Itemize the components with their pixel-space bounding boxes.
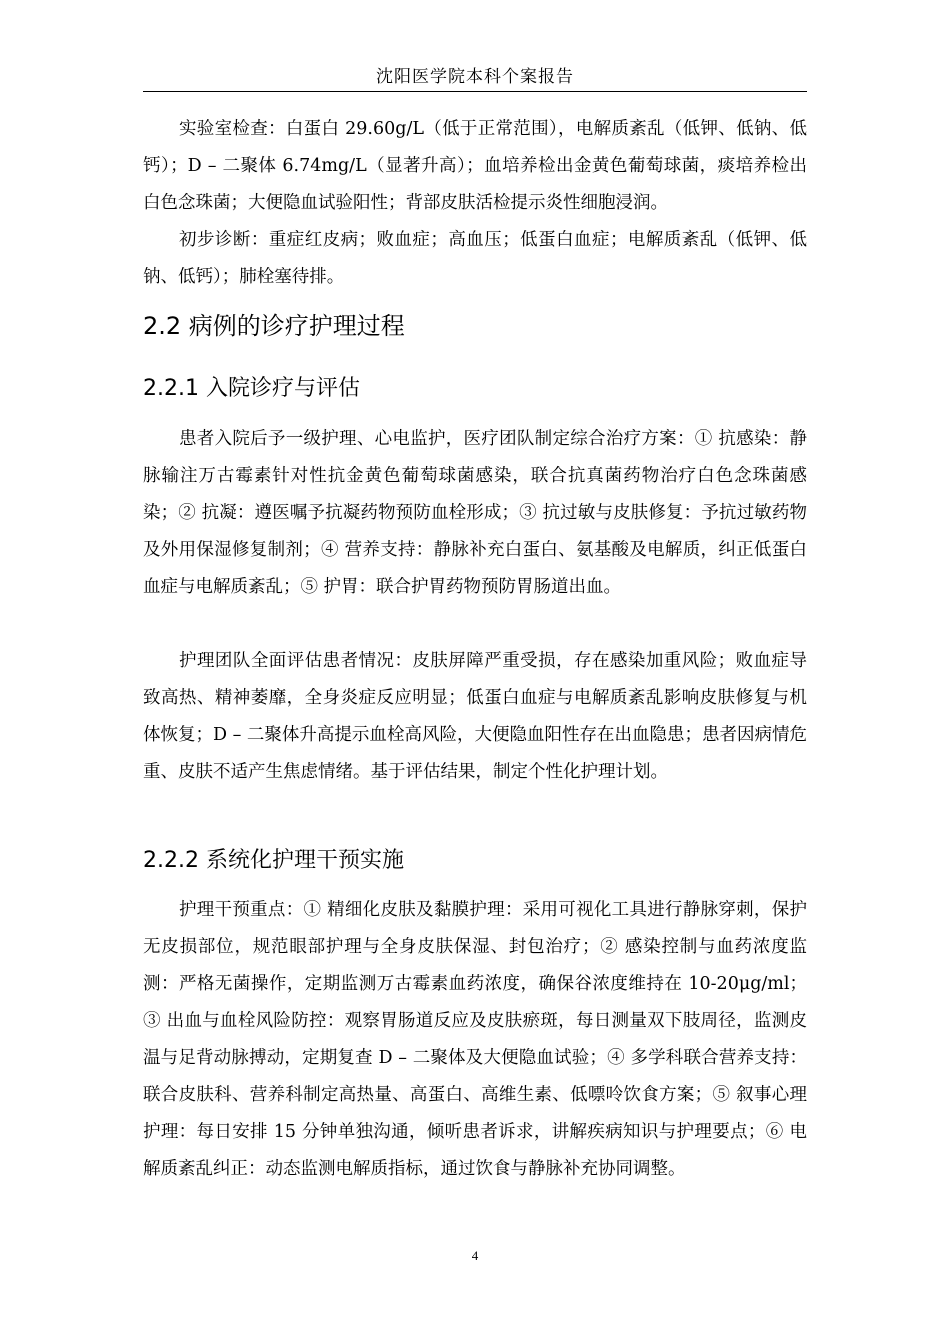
header-rule [143,91,807,92]
admission-treatment-paragraph: 患者入院后予一级护理、心电监护，医疗团队制定综合治疗方案：① 抗感染：静脉输注万古霉素针对性抗金黄色葡萄球菌感染，联合抗真菌药物治疗白色念珠菌感染；② 抗凝：遵医嘱予抗凝药物预防血栓形成；③ 抗过敏与皮肤修复：予抗过敏药物及外用保湿修复制剂；④ 营养支持：静脉补充白蛋白、氨基酸及电解质，纠正低蛋白血症与电解质紊乱；⑤ 护胃：联合护胃药物预防胃肠道出血。 [143,429,807,597]
section-heading-2-2: 2.2 病例的诊疗护理过程 [143,312,405,340]
nursing-assessment-paragraph: 护理团队全面评估患者情况：皮肤屏障严重受损，存在感染加重风险；败血症导致高热、精神萎靡，全身炎症反应明显；低蛋白血症与电解质紊乱影响皮肤修复与机体恢复；D – 二聚体升高提示血栓高风险，大便隐血阳性存在出血隐患；患者因病情危重、皮肤不适产生焦虑情绪。基于评估结果，制定个性化护理计划。 [143,651,807,782]
lab-results-paragraph: 实验室检查：白蛋白 29.60g/L（低于正常范围），电解质紊乱（低钾、低钠、低钙）；D – 二聚体 6.74mg/L（显著升高）；血培养检出金黄色葡萄球菌，痰培养检出白色念珠菌；大便隐血试验阳性；背部皮肤活检提示炎性细胞浸润。 [143,119,807,213]
subsection-heading-2-2-2: 2.2.2 系统化护理干预实施 [143,848,404,873]
subsection-heading-2-2-1: 2.2.1 入院诊疗与评估 [143,376,360,401]
diagnosis-paragraph: 初步诊断：重症红皮病；败血症；高血压；低蛋白血症；电解质紊乱（低钾、低钠、低钙）；肺栓塞待排。 [143,230,807,287]
nursing-intervention-paragraph: 护理干预重点：① 精细化皮肤及黏膜护理：采用可视化工具进行静脉穿刺，保护无皮损部位，规范眼部护理与全身皮肤保湿、封包治疗；② 感染控制与血药浓度监测：严格无菌操作，定期监测万古霉素血药浓度，确保谷浓度维持在 10-20μg/ml；③ 出血与血栓风险防控：观察胃肠道反应及皮肤瘀斑，每日测量双下肢周径，监测皮温与足背动脉搏动，定期复查 D – 二聚体及大便隐血试验；④ 多学科联合营养支持：联合皮肤科、营养科制定高热量、高蛋白、高维生素、低嘌呤饮食方案；⑤ 叙事心理护理：每日安排 15 分钟单独沟通，倾听患者诉求，讲解疾病知识与护理要点；⑥ 电解质紊乱纠正：动态监测电解质指标，通过饮食与静脉补充协同调整。 [143,900,807,1179]
page-number: 4 [471,1248,479,1263]
running-header: 沈阳医学院本科个案报告 [376,67,574,87]
